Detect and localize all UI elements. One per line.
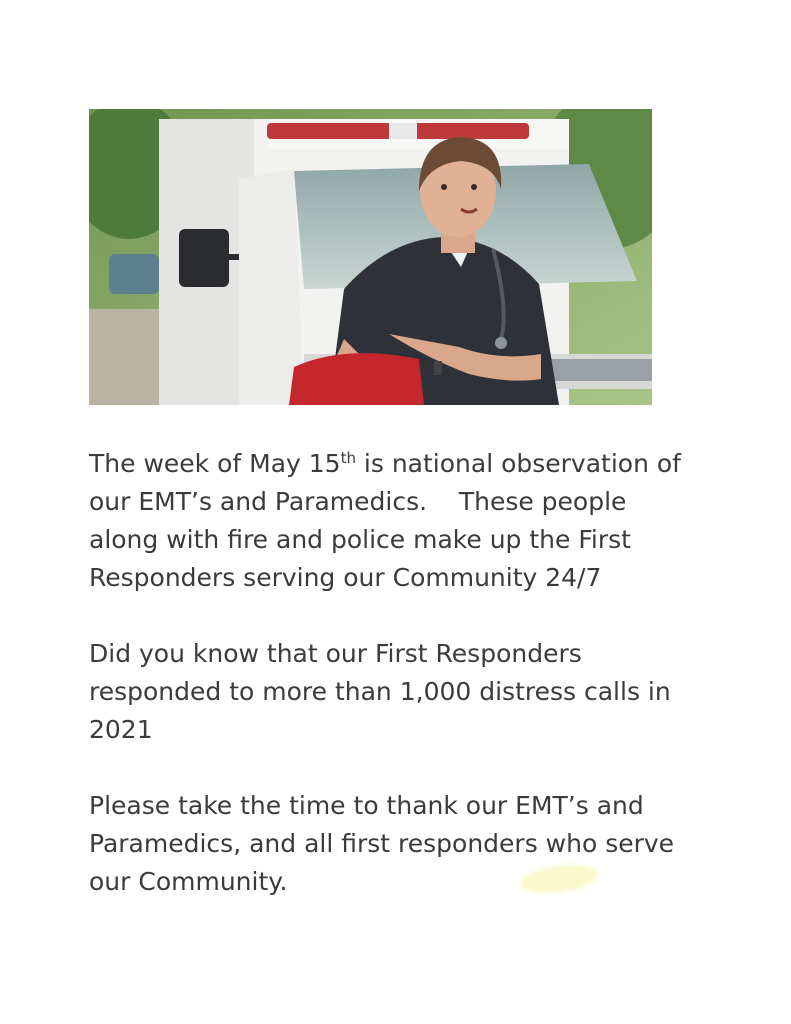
p3-line3: our Community. bbox=[89, 867, 288, 896]
paragraph-distress-calls bbox=[89, 635, 749, 749]
p1-line4: Responders serving our Community 24/7 bbox=[89, 563, 602, 592]
p2-line2: responded to more than 1,000 distress calls in bbox=[89, 677, 671, 706]
announcement-text bbox=[89, 445, 749, 939]
p1-line1-superscript: th bbox=[340, 449, 356, 467]
p1-line1-b: is national observation of bbox=[355, 449, 681, 478]
emt-ambulance-photo-icon bbox=[89, 109, 652, 405]
p2-line1: Did you know that our First Responders bbox=[89, 639, 582, 668]
p1-line2: our EMT’s and Paramedics. These people bbox=[89, 487, 627, 516]
paragraph-thank-you bbox=[89, 787, 749, 901]
p2-line3: 2021 bbox=[89, 715, 153, 744]
p3-line2: Paramedics, and all first responders who serve bbox=[89, 829, 675, 858]
paragraph-observation-week bbox=[89, 445, 749, 597]
p1-line3: along with fire and police make up the First bbox=[89, 525, 631, 554]
emt-photo bbox=[89, 109, 652, 405]
p1-line1-a: The week of May 15 bbox=[89, 449, 341, 478]
p3-line1: Please take the time to thank our EMT’s and bbox=[89, 791, 644, 820]
